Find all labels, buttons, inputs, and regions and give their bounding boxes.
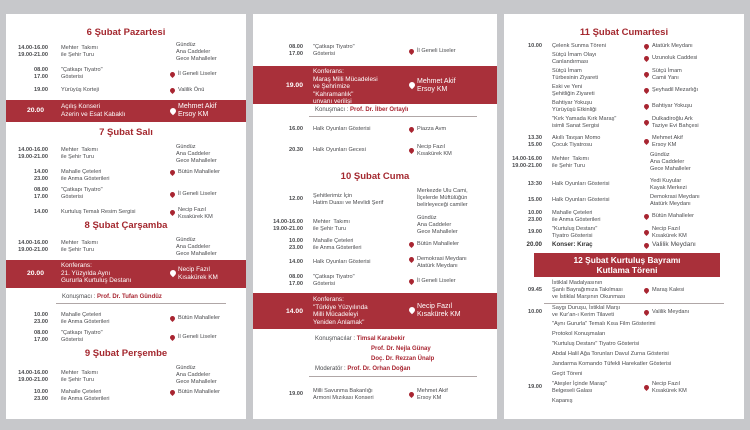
- event-time: 13.30 15.00: [528, 135, 542, 148]
- event-place: Necip Fazıl Kısakürek KM: [178, 266, 218, 281]
- event-place: Mehmet Akif Ersoy KM: [178, 103, 217, 118]
- event-title: "Çatkapı Tiyatro" Gösterisi: [61, 330, 103, 343]
- map-pin-icon: [169, 269, 177, 277]
- event-place: Gündüz Ana Caddeler Gece Mahalleler: [176, 42, 217, 62]
- event-time: 20.00: [26, 270, 44, 277]
- divider: [309, 376, 477, 377]
- event-time: 08.00 17.00: [34, 67, 48, 80]
- highlight-band: [253, 66, 497, 104]
- event-place: Bütün Mahalleler: [652, 213, 694, 219]
- divider: [309, 116, 477, 117]
- event-place: Demokrasi Meydanı Atatürk Meydanı: [650, 194, 700, 207]
- event-time: 14.00-16.00 19.00-21.00: [18, 147, 48, 160]
- event-title: Mahalle Çeteleri ile Anma Gösterileri: [61, 169, 110, 182]
- event-time: 10.00 23.00: [34, 389, 48, 402]
- event-time: 19.00: [285, 82, 303, 89]
- event-place: Mehmet Akif Ersoy KM: [417, 388, 448, 401]
- event-time: 19.00: [528, 229, 542, 235]
- map-pin-icon: [169, 107, 177, 115]
- map-pin-icon: [408, 126, 415, 133]
- event-title: Halk Oyunları Gösterisi: [313, 259, 371, 265]
- event-title: Abdal Halil Ağa Torunları Davul Zurna Gösterisi: [552, 351, 669, 357]
- event-title: Sütçü İmam Olayı Canlandırması: [552, 52, 597, 65]
- event-time: 08.00 17.00: [34, 187, 48, 200]
- map-pin-icon: [408, 256, 415, 263]
- panel-middle: [253, 14, 497, 419]
- event-time: 20.00: [26, 107, 44, 114]
- map-pin-icon: [408, 147, 415, 154]
- map-pin-icon: [169, 169, 176, 176]
- event-title: Çelenk Sunma Töreni: [552, 43, 606, 49]
- event-title: "Kurtuluş Destanı" Tiyatro Gösterisi: [552, 226, 598, 239]
- event-title: "Aynı Gururla" Temalı Kısa Film Gösterimi: [552, 321, 656, 327]
- event-time: 15.00: [528, 197, 542, 203]
- event-place: İl Geneli Liseler: [178, 334, 217, 340]
- map-pin-icon: [408, 306, 416, 314]
- event-title: "Kırk Yamada Kırk Maraş" isimli Sanat Sergisi: [552, 116, 617, 129]
- event-time: 14.00-16.00 19.00-21.00: [18, 45, 48, 58]
- event-place: Bütün Mahalleler: [417, 241, 459, 247]
- event-title: Halk Oyunları Gösterisi: [552, 197, 610, 203]
- speaker-line: Konuşmacı : Prof. Dr. Tufan Gündüz: [62, 294, 162, 300]
- map-pin-icon: [643, 213, 650, 220]
- event-place: Bütün Mahalleler: [178, 315, 220, 321]
- event-title: Jandarma Komando Tüfekli Harekatler Gösterisi: [552, 361, 672, 367]
- event-title: Sütçü İmam Türbesinin Ziyareti: [552, 68, 599, 81]
- event-place: Atatürk Meydanı: [652, 43, 693, 49]
- event-title: "Çatkapı Tiyatro" Gösterisi: [61, 67, 103, 80]
- event-place: Piazza Avm: [417, 126, 447, 132]
- event-place: Gündüz Ana Caddeler Gece Mahalleler: [650, 152, 691, 172]
- map-pin-icon: [169, 334, 176, 341]
- speaker-line: Doç. Dr. Rezzan Ünalp: [371, 356, 435, 362]
- event-title: Halk Oyunları Gösterisi: [313, 126, 371, 132]
- event-title: "Çatkapı Tiyatro" Gösterisi: [313, 44, 355, 57]
- event-title: Mehter Takımı ile Şehir Turu: [61, 45, 98, 58]
- event-place: Valilik Meydanı: [652, 309, 690, 315]
- map-pin-icon: [169, 209, 176, 216]
- event-place: Necip Fazıl Kısakürek KM: [417, 144, 452, 157]
- event-title: "Çatkapı Tiyatro" Gösterisi: [313, 274, 355, 287]
- event-time: 14.00-16.00 19.00-21.00: [273, 219, 303, 232]
- event-time: 14.00-16.00 19.00-21.00: [18, 370, 48, 383]
- event-title: İstiklal Madalyasının Şanlı Bayrağımıza Takılması ve İstiklal Marşının Okunması: [552, 280, 626, 300]
- event-time: 20.30: [289, 147, 303, 153]
- map-pin-icon: [408, 278, 415, 285]
- event-time: 09.45: [528, 287, 542, 293]
- event-title: Bahtiyar Yokuşu Yürüyüşü Etkinliği: [552, 100, 597, 113]
- day-heading: 10 Şubat Cuma: [340, 171, 410, 182]
- speaker-line: Konuşmacı : Prof. Dr. İlber Ortaylı: [315, 107, 409, 113]
- event-title: Milli Savunma Bakanlığı Armoni Mızıkası Konseri: [313, 388, 374, 401]
- highlight-band: [253, 293, 497, 329]
- map-pin-icon: [643, 43, 650, 50]
- event-time: 10.00 23.00: [34, 312, 48, 325]
- event-title: Eski ve Yeni Şehitliğin Ziyareti: [552, 84, 595, 97]
- event-title: Mahalle Çeteleri ile Anma Gösterileri: [313, 238, 362, 251]
- event-time: 08.00 17.00: [289, 274, 303, 287]
- event-title: Mehter Takımı ile Şehir Turu: [61, 370, 98, 383]
- event-title: Mehter Takımı ile Şehir Turu: [61, 147, 98, 160]
- event-place: Yedi Kuyular Kayak Merkezi: [650, 178, 687, 191]
- event-title: Mahalle Çeteleri ile Anma Gösterileri: [552, 210, 601, 223]
- event-title: Protokol Konuşmaları: [552, 331, 606, 337]
- event-place: İl Geneli Liseler: [178, 191, 217, 197]
- event-title: "Çatkapı Tiyatro" Gösterisi: [61, 187, 103, 200]
- map-pin-icon: [169, 71, 176, 78]
- event-place: Gündüz Ana Caddeler Gece Mahalleler: [176, 144, 217, 164]
- event-title: Akıllı Tavşan Momo Çocuk Tiyatrosu: [552, 135, 601, 148]
- map-pin-icon: [169, 389, 176, 396]
- map-pin-icon: [643, 242, 650, 249]
- event-title: Geçit Töreni: [552, 371, 583, 377]
- event-place: İl Geneli Liseler: [178, 71, 217, 77]
- event-place: Necip Fazıl Kısakürek KM: [652, 381, 687, 394]
- map-pin-icon: [408, 81, 416, 89]
- event-place: Gündüz Ana Caddeler Gece Mahalleler: [176, 237, 217, 257]
- map-pin-icon: [643, 138, 650, 145]
- event-time: 13:30: [527, 181, 542, 187]
- map-pin-icon: [643, 309, 650, 316]
- event-place: Bütün Mahalleler: [178, 389, 220, 395]
- event-place: Necip Fazıl Kısakürek KM: [178, 207, 213, 220]
- event-time: 19.00: [289, 391, 303, 397]
- event-place: Demokrasi Meydanı Atatürk Meydanı: [417, 256, 467, 269]
- event-title: Mehter Takımı ile Şehir Turu: [552, 156, 589, 169]
- event-title: "Kurtuluş Destanı" Tiyatro Gösterisi: [552, 341, 640, 347]
- event-title: Konferans: "Türkiye Yüzyılında Milli Mücadeleyi Yeniden Anlamak": [313, 296, 368, 326]
- event-time: 12.00: [289, 196, 303, 202]
- event-title: Saygı Duruşu, İstiklal Marşı ve Kur'an-ı Kerim Tilaveti: [552, 305, 621, 318]
- map-pin-icon: [169, 315, 176, 322]
- panel-left: [6, 14, 246, 419]
- event-title: Mehter Takımı ile Şehir Turu: [61, 240, 98, 253]
- map-pin-icon: [643, 55, 650, 62]
- event-title: Konferans: Maraş Milli Mücadelesi ve Şehrimize "Kahramanlık" unvanı verilişi: [313, 68, 378, 106]
- event-title: Halk Oyunları Gecesi: [313, 147, 366, 153]
- event-place: Mehmet Akif Ersoy KM: [652, 135, 683, 148]
- speaker-line: Prof. Dr. Nejla Günay: [371, 346, 431, 352]
- divider: [56, 303, 226, 304]
- event-place: Bütün Mahalleler: [178, 169, 220, 175]
- speaker-line: Moderatör : Prof. Dr. Orhan Doğan: [315, 366, 411, 372]
- event-title: Konser: Kıraç: [552, 241, 593, 248]
- map-pin-icon: [643, 384, 650, 391]
- event-title: Kurtuluş Temalı Resim Sergisi: [61, 209, 136, 215]
- map-pin-icon: [643, 229, 650, 236]
- event-place: Necip Fazıl Kısakürek KM: [652, 226, 687, 239]
- event-title: Konferans: 21. Yüzyılda Aynı Gururla Kurtuluş Destanı: [61, 262, 132, 285]
- event-place: Valilik Meydanı: [652, 241, 696, 248]
- map-pin-icon: [408, 48, 415, 55]
- map-pin-icon: [643, 71, 650, 78]
- day-heading: 11 Şubat Cumartesi: [579, 27, 669, 38]
- event-title: Mahalle Çeteleri ile Anma Gösterileri: [61, 389, 110, 402]
- event-place: Dulkadiroğlu Ark Taziye Evi Bahçesi: [652, 116, 699, 129]
- event-title: Mehter Takımı ile Şehir Turu: [313, 219, 350, 232]
- event-time: 14.00-16.00 19.00-21.00: [18, 240, 48, 253]
- event-place: Sütçü İmam Camii Yanı: [652, 68, 682, 81]
- event-title: Kapanış: [552, 398, 573, 404]
- day-heading: 9 Şubat Perşembe: [84, 348, 168, 359]
- event-place: Necip Fazıl Kısakürek KM: [417, 303, 461, 318]
- day-heading: 6 Şubat Pazartesi: [86, 27, 166, 38]
- map-pin-icon: [643, 119, 650, 126]
- event-time: 10.00: [528, 309, 542, 315]
- event-title: Şehitlerimiz İçin Hatim Duası ve Mevlidi Şerif: [313, 193, 384, 206]
- event-time: 14.00-16.00 19.00-21.00: [512, 156, 542, 169]
- event-place: Bahtiyar Yokuşu: [652, 103, 693, 109]
- map-pin-icon: [643, 87, 650, 94]
- divider: [544, 303, 724, 304]
- speaker-line: Konuşmacılar : Timsal Karabekir: [315, 336, 405, 342]
- event-place: Valilik Önü: [178, 87, 205, 93]
- event-time: 19.00: [528, 384, 542, 390]
- ceremony-banner: 12 Şubat Kurtuluş Bayramı Kutlama Töreni: [534, 253, 720, 277]
- event-place: İl Geneli Liseler: [417, 278, 456, 284]
- highlight-band: [6, 260, 246, 288]
- event-time: 08.00 17.00: [289, 44, 303, 57]
- event-title: Yürüyüş Korteji: [61, 87, 99, 93]
- event-title: Mahalle Çeteleri ile Anma Gösterileri: [61, 312, 110, 325]
- event-time: 10.00 23.00: [289, 238, 303, 251]
- event-time: 08.00 17.00: [34, 330, 48, 343]
- map-pin-icon: [408, 241, 415, 248]
- event-place: Maraş Kalesi: [652, 287, 685, 293]
- map-pin-icon: [169, 191, 176, 198]
- event-place: İl Geneli Liseler: [417, 48, 456, 54]
- event-time: 10.00: [528, 43, 542, 49]
- event-time: 14.00: [289, 259, 303, 265]
- event-time: 14.00: [34, 209, 48, 215]
- event-title: "Ateşler İçinde Maraş" Belgeseli Galası: [552, 381, 607, 394]
- event-time: 14.00: [285, 308, 303, 315]
- event-place: Gündüz Ana Caddeler Gece Mahalleler: [176, 365, 217, 385]
- event-place: Şeyhadil Mezarlığı: [652, 87, 699, 93]
- highlight-band: [6, 100, 246, 122]
- map-pin-icon: [169, 87, 176, 94]
- day-heading: 8 Şubat Çarşamba: [84, 220, 168, 231]
- event-place: Gündüz Ana Caddeler Gece Mahalleler: [417, 215, 458, 235]
- event-time: 19.00: [34, 87, 48, 93]
- map-pin-icon: [643, 287, 650, 294]
- day-heading: 7 Şubat Salı: [99, 127, 153, 138]
- event-place: Uzunoluk Caddesi: [652, 55, 698, 61]
- map-pin-icon: [408, 391, 415, 398]
- event-time: 20.00: [526, 241, 542, 248]
- event-place: Mehmet Akif Ersoy KM: [417, 78, 456, 93]
- event-place: Merkezde Ulu Cami, İlçelerde Müftülüğün belirleyeceği camiler: [417, 188, 468, 208]
- panel-right: [504, 14, 744, 419]
- event-time: 10.00 23.00: [528, 210, 542, 223]
- event-time: 16.00: [289, 126, 303, 132]
- event-time: 14.00 23.00: [34, 169, 48, 182]
- event-title: Açılış Konseri Azerin ve Esat Kabaklı: [61, 103, 126, 118]
- map-pin-icon: [643, 103, 650, 110]
- event-title: Halk Oyunları Gösterisi: [552, 181, 610, 187]
